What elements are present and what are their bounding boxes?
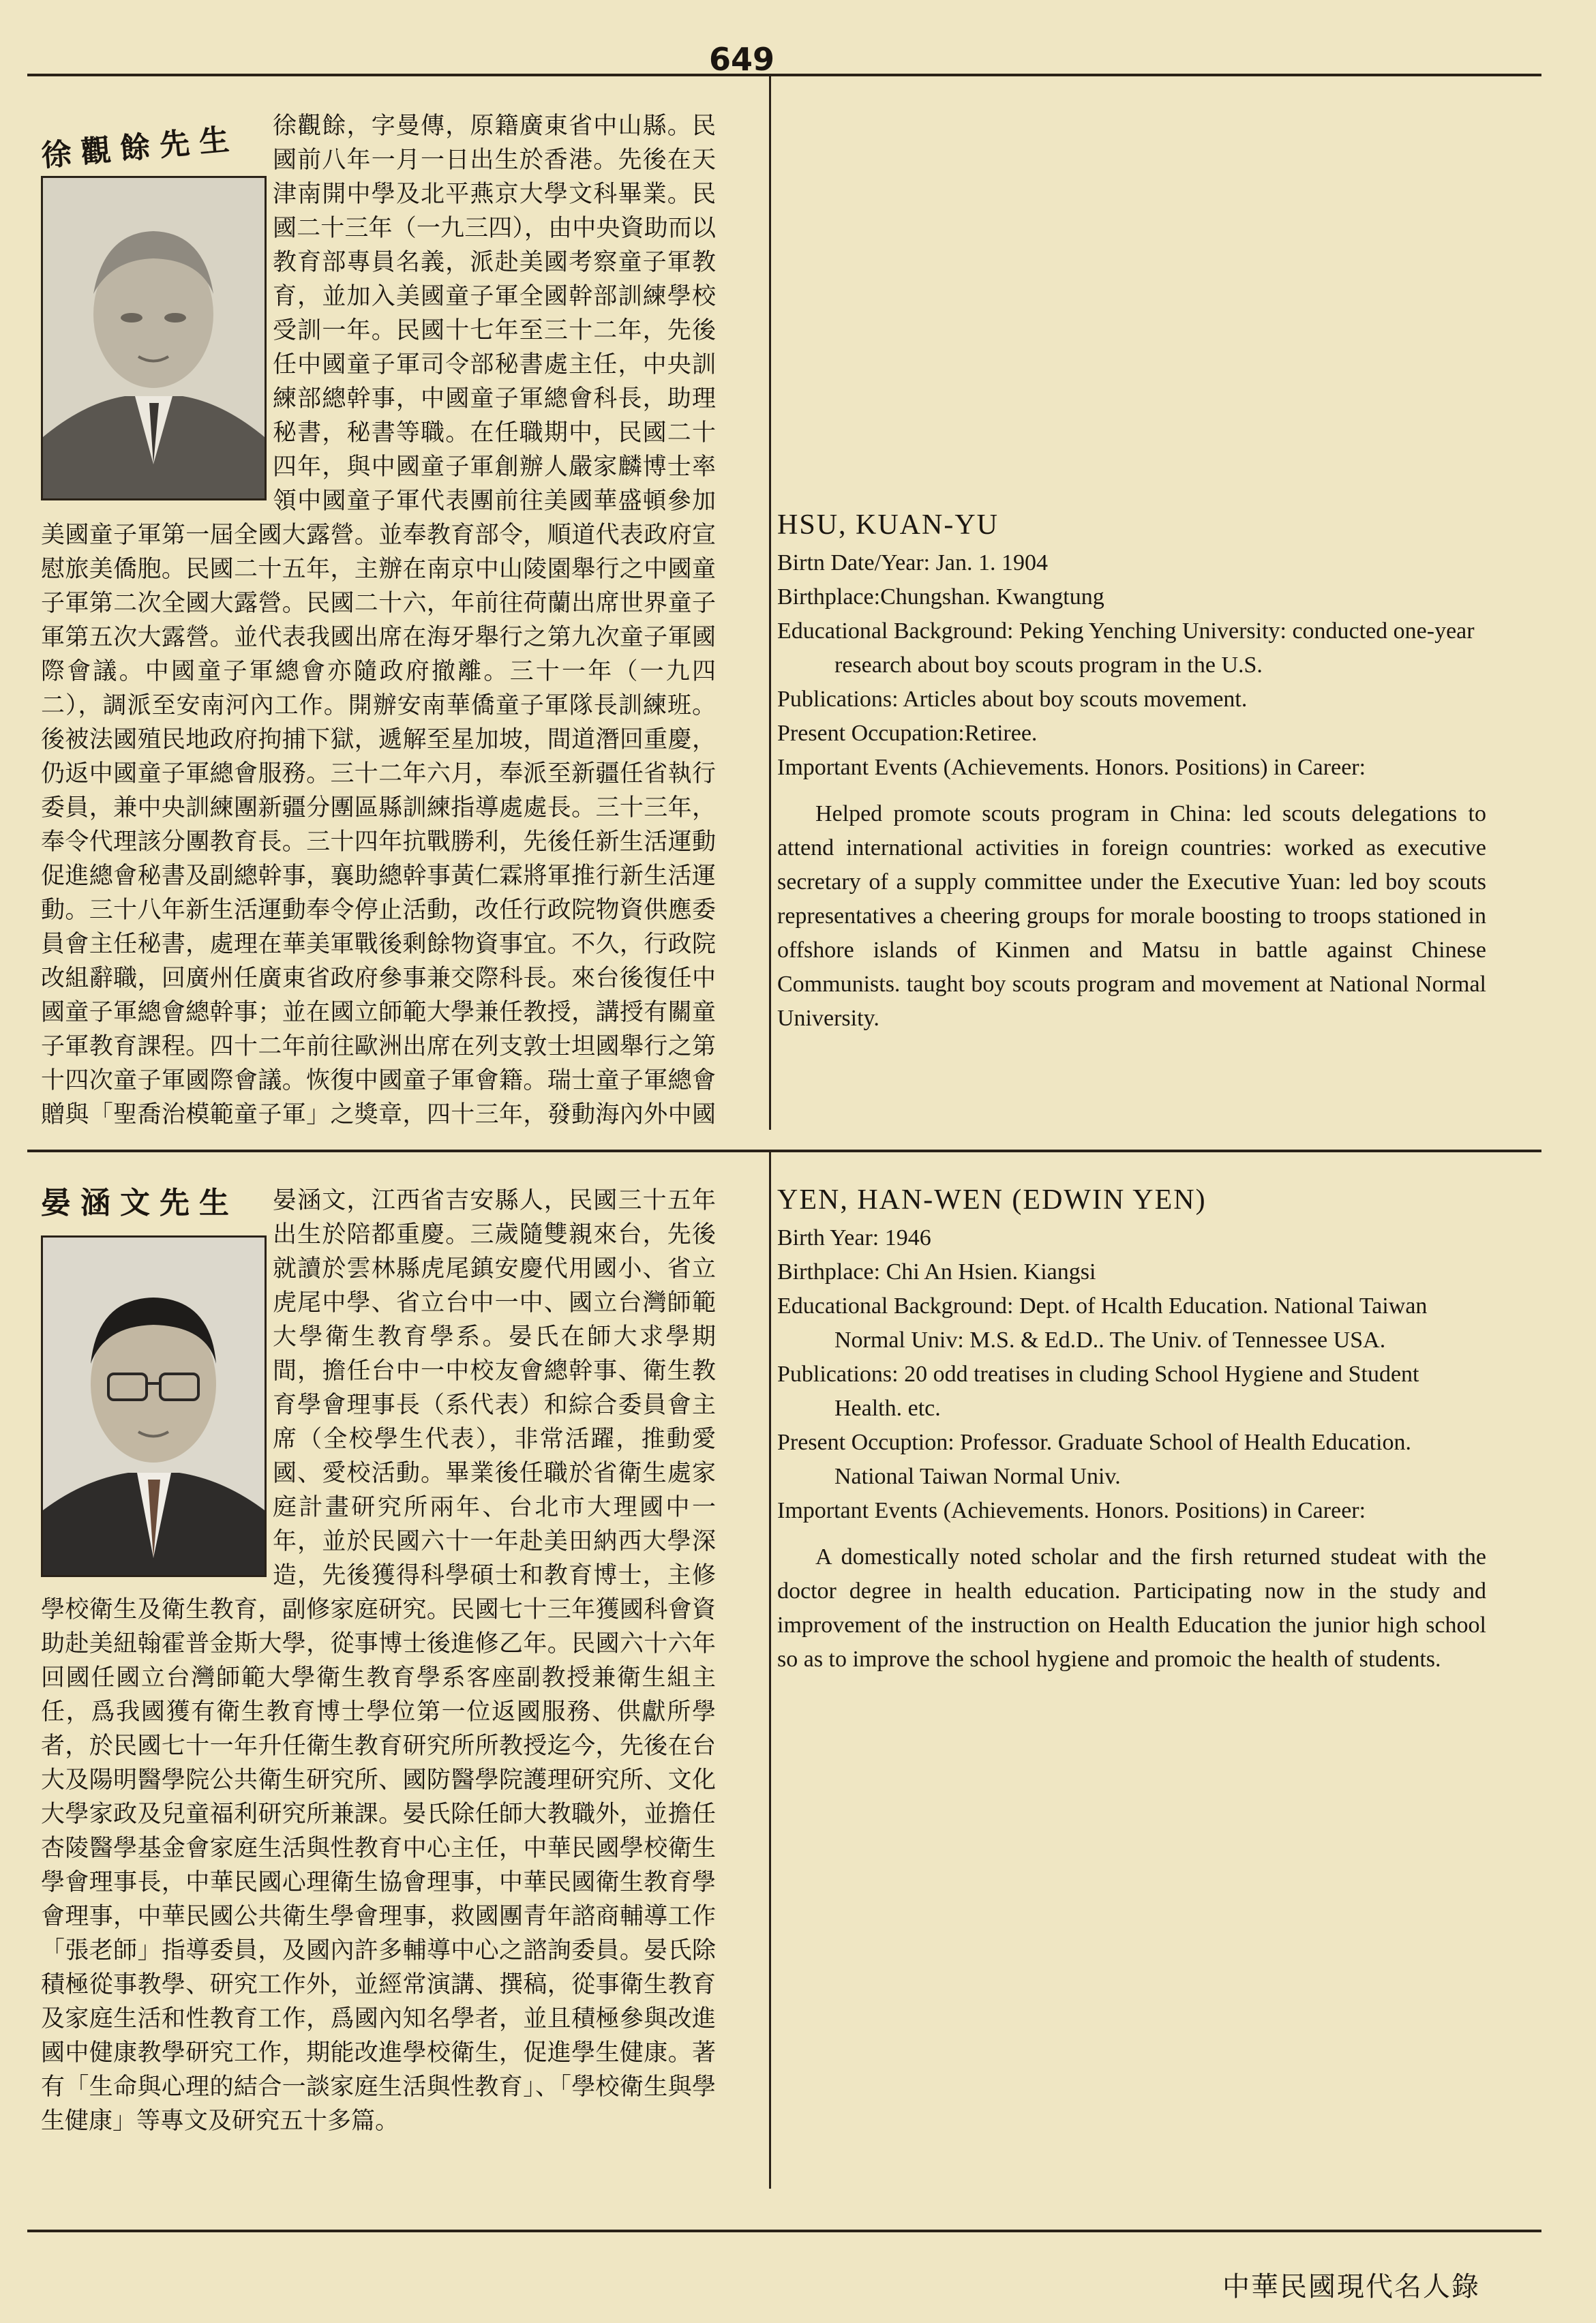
entry2-career-en: A domestically noted scholar and the firsh returned studeat with the doctor degree in health education. Participating now in the study and improvement of the instruction on Health Education the junior high school so as to improve the school hygiene and promoic the health of students. <box>777 1544 1486 1672</box>
entry2-field: Birthplace: Chi An Hsien. Kiangsi <box>777 1259 1096 1285</box>
entry2-field: Birth Year: 1946 <box>777 1225 931 1250</box>
entry1-career-en: Helped promote scouts program in China: led scouts delegations to attend international activities in foreign countries: worked as executive secretary of a supply committee under the Executive Yuan: led boy scouts representatives a cheering groups for morale boosting to troops stationed in offshore islands of Kinmen and Matsu in battle against Chinese Communists. taught boy scouts program and movement at National Normal University. <box>777 801 1486 1031</box>
entry1-field: Present Occupation:Retiree. <box>777 721 1038 746</box>
entry1-name-zh: 徐觀餘先生 <box>40 121 241 174</box>
header-rule <box>27 74 1541 76</box>
entry2-field: Publications: 20 odd treatises in cluding School Hygiene and Student Health. etc. <box>777 1362 1419 1421</box>
entry2-name-zh: 晏涵文先生 <box>41 1186 239 1220</box>
entry1-bio-zh: 徐觀餘，字曼傳，原籍廣東省中山縣。民國前八年一月一日出生於香港。先後在天津南開中學及北平燕京大學文科畢業。民國二十三年（一九三四），由中央資助而以教育部專員名義，派赴美國考察童子軍教育，並加入美國童子軍全國幹部訓練學校受訓一年。民國十七年至三十二年，先後任中國童子軍司令部秘書處主任，中央訓練部總幹事，中國童子軍總會科長，助理秘書，秘書等職。在任職期中，民國二十四年，與中國童子軍創辦人嚴家麟博士率領中國童子軍代表團前往美國華盛頓參加美國童子軍第一屆全國大露營。並奉教育部令，順道代表政府宣慰旅美僑胞。民國二十五年，主辦在南京中山陵園舉行之中國童子軍第二次全國大露營。民國二十六，年前往荷蘭出席世界童子軍第五次大露營。並代表我國出席在海牙舉行之第九次童子軍國際會議。中國童子軍總會亦隨政府撤離。三十一年（一九四二），調派至安南河內工作。開辦安南華僑童子軍隊長訓練班。後被法國殖民地政府拘捕下獄，遞解至星加坡，間道潛回重慶，仍返中國童子軍總會服務。三十二年六月，奉派至新疆任省執行委員，兼中央訓練團新疆分團區縣訓練指導處處長。三十三年，奉令代理該分團教育長。三十四年抗戰勝利，先後任新生活運動促進總會秘書及副總幹事，襄助總幹事黃仁霖將軍推行新生活運動。三十八年新生活運動奉令停止活動，改任行政院物資供應委員會主任秘書，處理在華美軍戰後剩餘物資事宜。不久，行政院改組辭職，回廣州任廣東省政府參事兼交際科長。來台後復任中國童子軍總會總幹事；並在國立師範大學兼任教授，講授有關童子軍教育課程。四十二年前往歐洲出席在列支敦士坦國舉行之第十四次童子軍國際會議。恢復中國童子軍會籍。瑞士童子軍總會贈與「聖喬治模範童子軍」之獎章，四十三年，發動海內外中國 <box>41 113 716 1128</box>
entry2-name-en: YEN, HAN-WEN (EDWIN YEN) <box>777 1184 1207 1216</box>
page-number: 649 <box>709 41 775 78</box>
entry2-field: Important Events (Achievements. Honors. Positions) in Career: <box>777 1498 1366 1523</box>
entry1-field: Educational Background: Peking Yenching University: conducted one-year research about boy scouts program in the U.S. <box>777 618 1475 678</box>
entry1-field: Birthplace:Chungshan. Kwangtung <box>777 584 1104 610</box>
footer-rule <box>27 2230 1541 2232</box>
entry1-field: Publications: Articles about boy scouts movement. <box>777 687 1248 712</box>
entry1-field: Birtn Date/Year: Jan. 1. 1904 <box>777 550 1048 575</box>
entry2-field: Present Occuption: Professor. Graduate School of Health Education. National Taiwan Normal Univ. <box>777 1430 1412 1489</box>
entry-separator <box>27 1150 1541 1152</box>
entry1-name-en: HSU, KUAN-YU <box>777 509 999 541</box>
entry1-field: Important Events (Achievements. Honors. Positions) in Career: <box>777 755 1366 780</box>
entry2-bio-zh: 晏涵文，江西省吉安縣人，民國三十五年出生於陪都重慶。三歲隨雙親來台，先後就讀於雲林縣虎尾鎮安慶代用國小、省立虎尾中學、省立台中一中、國立台灣師範大學衛生教育學系。晏氏在師大求學期間，擔任台中一中校友會總幹事、衛生教育學會理事長（系代表）和綜合委員會主席（全校學生代表），非常活躍，推動愛國、愛校活動。畢業後任職於省衛生處家庭計畫研究所兩年、台北市大理國中一年，並於民國六十一年赴美田納西大學深造，先後獲得科學碩士和教育博士，主修學校衛生及衛生教育，副修家庭研究。民國七十三年獲國科會資助赴美紐翰霍普金斯大學，從事博士後進修乙年。民國六十六年回國任國立台灣師範大學衛生教育學系客座副教授兼衛生組主任，爲我國獲有衛生教育博士學位第一位返國服務、供獻所學者，於民國七十一年升任衛生教育研究所所教授迄今，先後在台大及陽明醫學院公共衛生研究所、國防醫學院護理研究所、文化大學家政及兒童福利研究所兼課。晏氏除任師大教職外，並擔任杏陵醫學基金會家庭生活與性教育中心主任，中華民國學校衛生學會理事長，中華民國心理衛生協會理事，中華民國衛生教育學會理事，中華民國公共衛生學會理事，救國團青年諮商輔導工作「張老師」指導委員，及國內許多輔導中心之諮詢委員。晏氏除積極從事教學、研究工作外，並經常演講、撰稿，從事衛生教育及家庭生活和性教育工作，爲國內知名學者，並且積極參與改進國中健康教學研究工作，期能改進學校衛生，促進學生健康。著有「生命與心理的結合一談家庭生活與性教育」、「學校衛生與學生健康」等專文及研究五十多篇。 <box>41 1187 716 2135</box>
column-divider-bottom <box>769 1152 771 2189</box>
footer-book-title: 中華民國現代名人錄 <box>1222 2271 1480 2303</box>
column-divider-top <box>769 76 771 1130</box>
entry2-field: Educational Background: Dept. of Hcalth Education. National Taiwan Normal Univ: M.S. & Ed.D.. The Univ. of Tennessee USA. <box>777 1293 1428 1353</box>
